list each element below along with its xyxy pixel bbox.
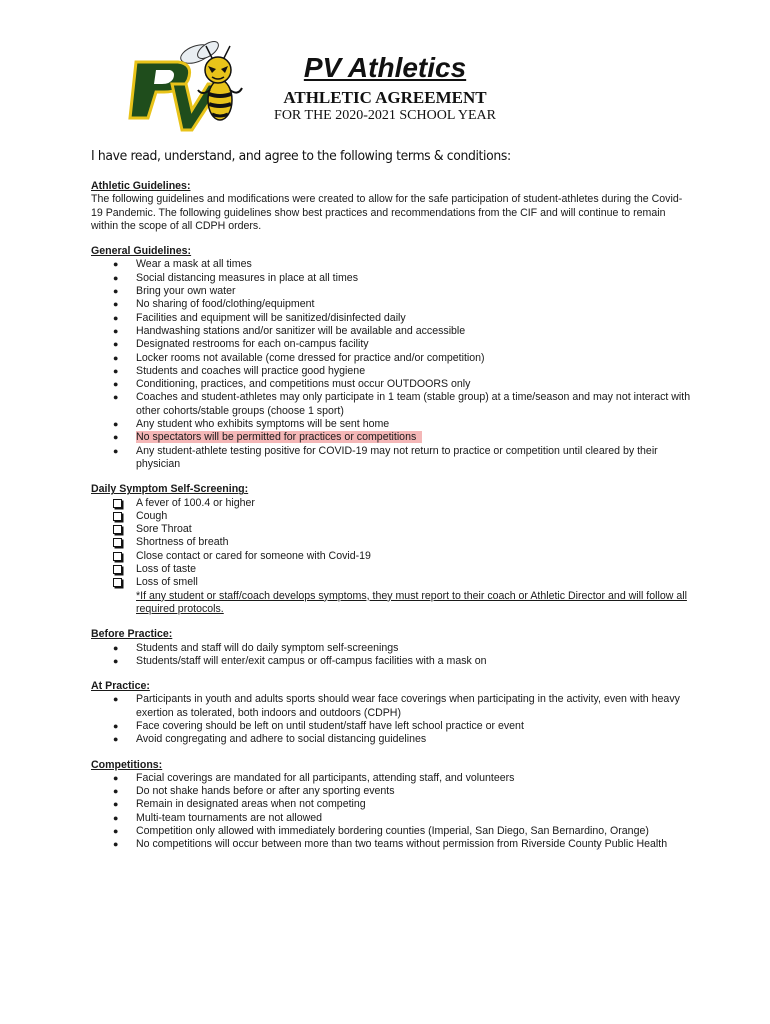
checklist-item: Close contact or cared for someone with Covid-19 [91, 550, 691, 563]
pv-hornet-logo [126, 40, 250, 132]
checkbox-icon [113, 525, 122, 534]
section-title: General Guidelines: [91, 245, 192, 258]
list-item: ● Bring your own water [113, 285, 236, 298]
section-title: At Practice: [91, 680, 150, 693]
athletic-guidelines-section [91, 180, 691, 233]
bullet-icon: ● [113, 272, 119, 283]
list-item: ● Students/staff will enter/exit campus or off-campus facilities with a mask on [113, 654, 487, 667]
bullet-icon: ● [113, 799, 119, 810]
list-item: ● Students and staff will do daily symptom self-screenings [113, 641, 399, 654]
checklist-item: Shortness of breath [91, 536, 691, 549]
checkbox-icon [113, 512, 122, 521]
bullet-icon: ● [113, 312, 119, 323]
intro-statement: I have read, understand, and agree to the following terms & conditions: [91, 148, 511, 164]
list-item: ● Any student who exhibits symptoms will be sent home [113, 418, 390, 431]
list-item: ● Face covering should be left on until student/staff have left school practice or event [113, 719, 524, 732]
checkbox-icon [113, 578, 122, 587]
general-guidelines-section [91, 245, 691, 471]
at-practice-section [91, 680, 691, 746]
section-title: Before Practice: [91, 628, 173, 641]
bullet-icon: ● [113, 432, 119, 443]
list-item: ● Social distancing measures in place at all times [113, 271, 358, 284]
checkbox-icon [113, 499, 122, 508]
document-body [91, 180, 691, 864]
bullet-icon: ● [113, 339, 119, 350]
bullet-icon: ● [113, 392, 119, 403]
list-item: ● Students and coaches will practice good hygiene [113, 364, 366, 377]
list-item: ● Participants in youth and adults sports should wear face coverings when participating in the activity, even with heavy exertion as tolerated, both indoors and outdoors (CDPH) [113, 693, 680, 719]
bullet-icon: ● [113, 812, 119, 823]
list-item-highlighted [91, 431, 691, 444]
bullet-icon: ● [113, 325, 119, 336]
symptom-screening-section [91, 483, 691, 616]
bullet-icon: ● [113, 826, 119, 837]
checklist-item: Loss of smell [91, 576, 691, 589]
list-item: ● Avoid congregating and adhere to social distancing guidelines [113, 733, 427, 746]
section-title: Daily Symptom Self-Screening: [91, 483, 249, 496]
bullet-icon: ● [113, 642, 119, 653]
list-item: ● No competitions will occur between more than two teams without permission from Riverside County Public Health [113, 838, 668, 851]
list-item: ● Designated restrooms for each on-campus facility [113, 338, 369, 351]
bullet-icon: ● [113, 772, 119, 783]
list-item: ● Coaches and student-athletes may only participate in 1 team (stable group) at a time/season and may not interact with other cohorts/stable groups (choose 1 sport) [113, 391, 691, 417]
bullet-icon: ● [113, 720, 119, 731]
school-year: FOR THE 2020-2021 SCHOOL YEAR [274, 108, 496, 123]
before-practice-section [91, 628, 691, 668]
bullet-icon: ● [113, 379, 119, 390]
list-item: ● Locker rooms not available (come dressed for practice and/or competition) [113, 351, 485, 364]
bullet-icon: ● [113, 352, 119, 363]
bullet-icon: ● [113, 694, 119, 705]
bullet-icon: ● [113, 299, 119, 310]
page-title: PV Athletics [303, 52, 467, 83]
section-title: Athletic Guidelines: [91, 180, 191, 192]
list-item: ● Facial coverings are mandated for all participants, attending staff, and volunteers [113, 771, 515, 784]
bullet-icon: ● [113, 419, 119, 430]
list-item: ● Multi-team tournaments are not allowed [113, 811, 323, 824]
symptom-checklist [91, 497, 691, 590]
checklist-item: Loss of taste [91, 563, 691, 576]
bullet-icon: ● [113, 445, 119, 456]
list-item: ● Wear a mask at all times [113, 258, 252, 271]
bullet-icon: ● [113, 839, 119, 850]
at-practice-list [91, 693, 691, 746]
section-paragraph: The following guidelines and modifications were created to allow for the safe participation of student-athletes during the Covid-19 Pandemic. The following guidelines show best practices and recommendations from the CIF and will continue to remain within the scope of all CDPH orders. [91, 193, 683, 232]
checkbox-icon [113, 538, 122, 547]
checklist-item: A fever of 100.4 or higher [91, 497, 691, 510]
checkbox-icon [113, 552, 122, 561]
bullet-icon: ● [113, 286, 119, 297]
list-item: ● Competition only allowed with immediately bordering counties (Imperial, San Diego, San Bernardino, Orange) [113, 825, 649, 838]
section-title: Competitions: [91, 758, 163, 771]
bullet-icon: ● [113, 734, 119, 745]
agreement-title: ATHLETIC AGREEMENT [283, 88, 487, 107]
list-item: ● Handwashing stations and/or sanitizer will be available and accessible [113, 324, 466, 337]
list-item: ● Facilities and equipment will be sanitized/disinfected daily [113, 311, 406, 324]
bullet-icon: ● [113, 259, 119, 270]
list-item: ● No sharing of food/clothing/equipment [113, 298, 315, 311]
symptom-note: *If any student or staff/coach develops symptoms, they must report to their coach or Athletic Director and will follow all required protocols. [136, 589, 687, 615]
bullet-icon: ● [113, 365, 119, 376]
competitions-list [91, 772, 691, 852]
general-guidelines-list [91, 258, 691, 471]
checklist-item: Sore Throat [91, 523, 691, 536]
checkbox-icon [113, 565, 122, 574]
list-item: ● Do not shake hands before or after any sporting events [113, 785, 395, 798]
list-item: ● Conditioning, practices, and competitions must occur OUTDOORS only [113, 378, 471, 391]
list-item: ● Remain in designated areas when not competing [113, 798, 366, 811]
highlighted-text: No spectators will be permitted for practices or competitions [136, 431, 422, 443]
list-item: ● Any student-athlete testing positive for COVID-19 may not return to practice or competition until cleared by their physician [113, 444, 658, 470]
before-practice-list [91, 642, 691, 669]
competitions-section [91, 759, 691, 852]
bullet-icon: ● [113, 786, 119, 797]
bullet-icon: ● [113, 655, 119, 666]
checklist-item: Cough [91, 510, 691, 523]
